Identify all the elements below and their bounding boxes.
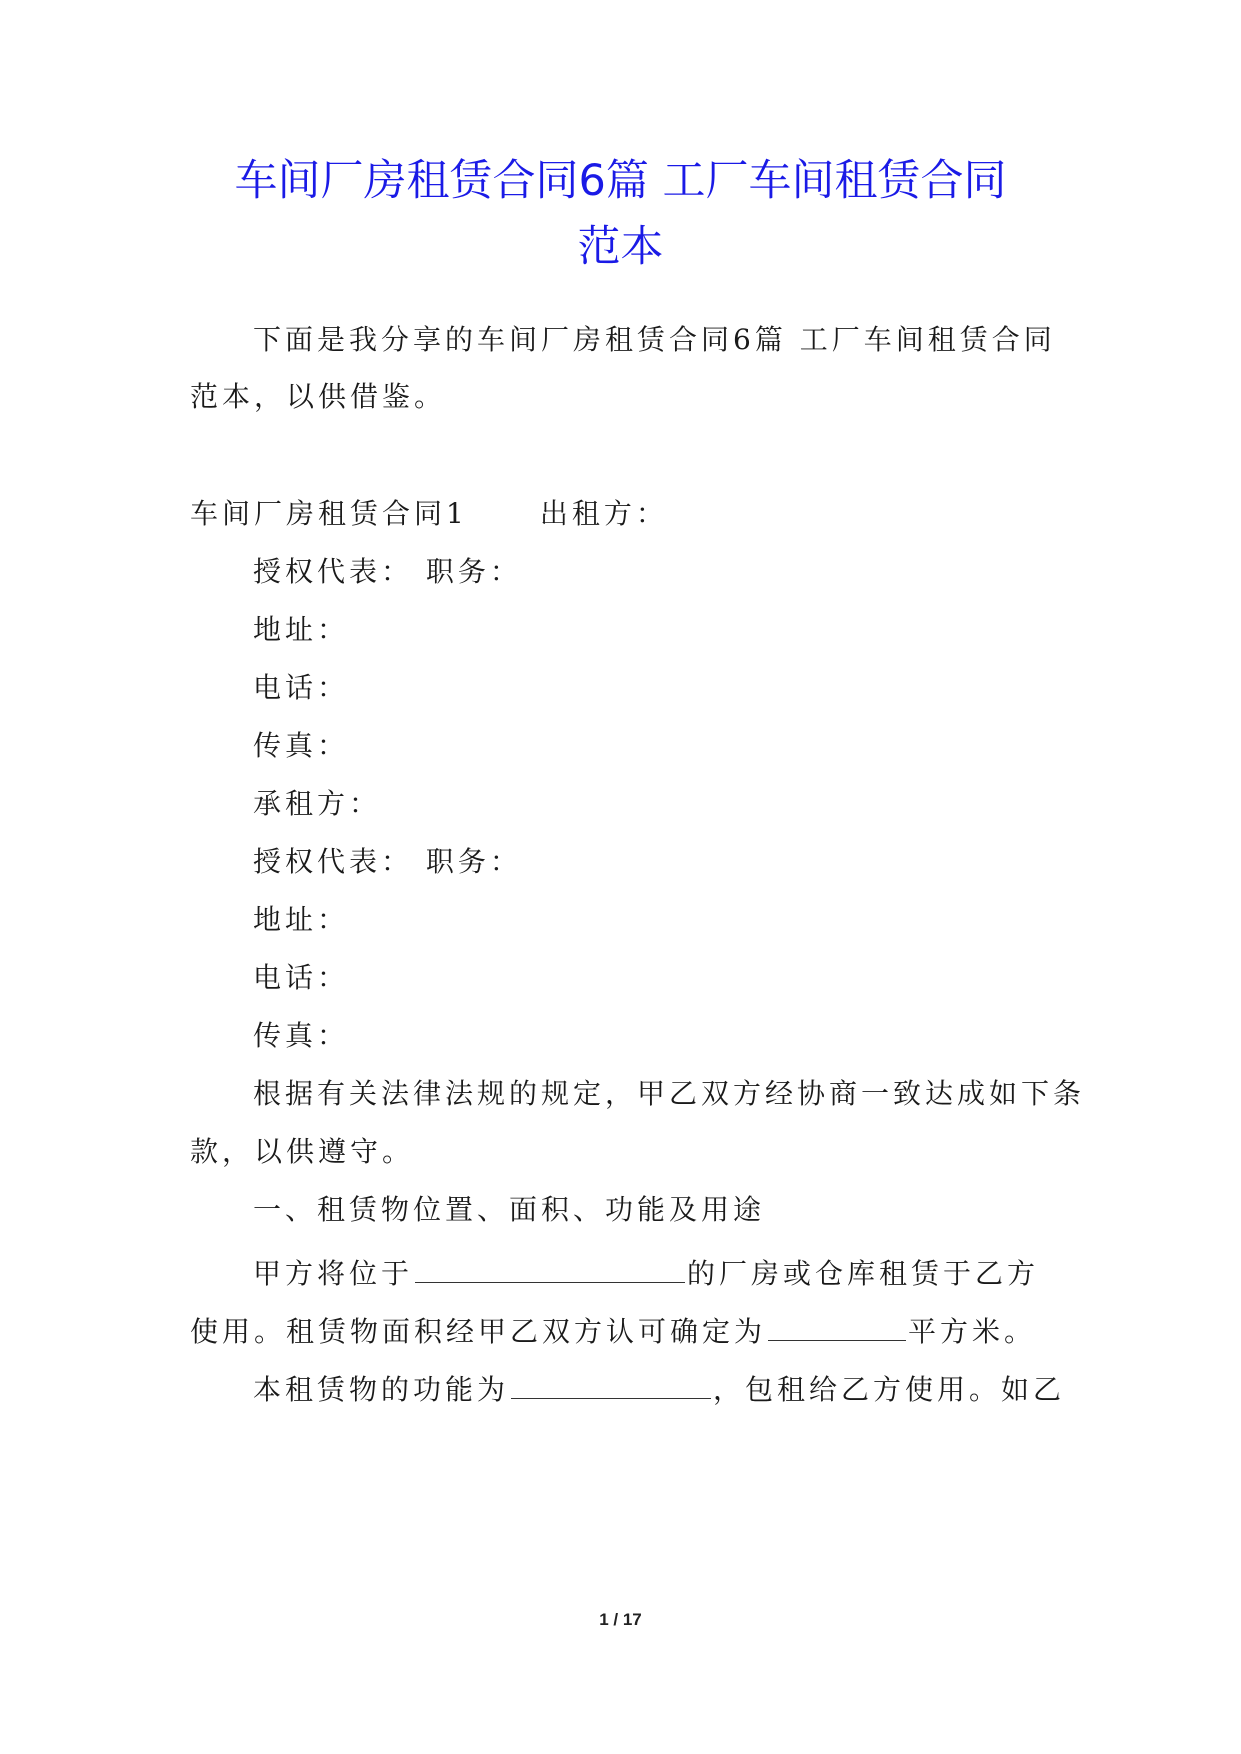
lessee-label: 承租方： [253,787,382,820]
clause2-text-b: ，包租给乙方使用。如乙 [713,1373,1066,1406]
lessee-address: 地址： [253,903,350,936]
lessee-fax: 传真： [253,1019,350,1052]
intro-line1: 下面是我分享的车间厂房租赁合同6篇 工厂车间租赁合同 [253,323,1056,356]
lessee-phone: 电话： [253,961,350,994]
intro-line2: 范本，以供借鉴。 [190,380,447,413]
section1-heading: 一、租赁物位置、面积、功能及用途 [253,1193,766,1226]
clause1-text-b: 的厂房或仓库租赁于乙方 [687,1257,1040,1290]
function-blank [511,1372,711,1399]
lessor-label: 出租方： [539,497,668,530]
clause1-line1 [253,1256,1039,1288]
document-title-line1: 车间厂房租赁合同6篇 工厂车间租赁合同 [234,156,1007,206]
preamble-line1: 根据有关法律法规的规定，甲乙双方经协商一致达成如下条 [253,1077,1086,1110]
clause1-text-d: 平方米。 [908,1315,1037,1348]
lessor-phone: 电话： [253,671,350,704]
contract-heading: 车间厂房租赁合同1 [190,497,468,530]
page-number: 1 / 17 [599,1610,642,1629]
lessee-rep: 授权代表： 职务： [253,845,522,878]
lessor-address: 地址： [253,613,350,646]
contract-heading-row [190,497,668,530]
clause1-line2 [190,1314,1036,1346]
area-blank [768,1314,906,1341]
clause2-text-a: 本租赁物的功能为 [253,1373,510,1406]
preamble-line2: 款，以供遵守。 [190,1135,415,1168]
lessor-rep: 授权代表： 职务： [253,555,522,588]
lessor-fax: 传真： [253,729,350,762]
clause1-text-c: 使用。租赁物面积经甲乙双方认可确定为 [190,1315,767,1348]
document-title-line2: 范本 [577,222,664,272]
clause1-text-a: 甲方将位于 [253,1257,414,1290]
location-blank [415,1256,685,1283]
clause2-line1 [253,1372,1065,1404]
